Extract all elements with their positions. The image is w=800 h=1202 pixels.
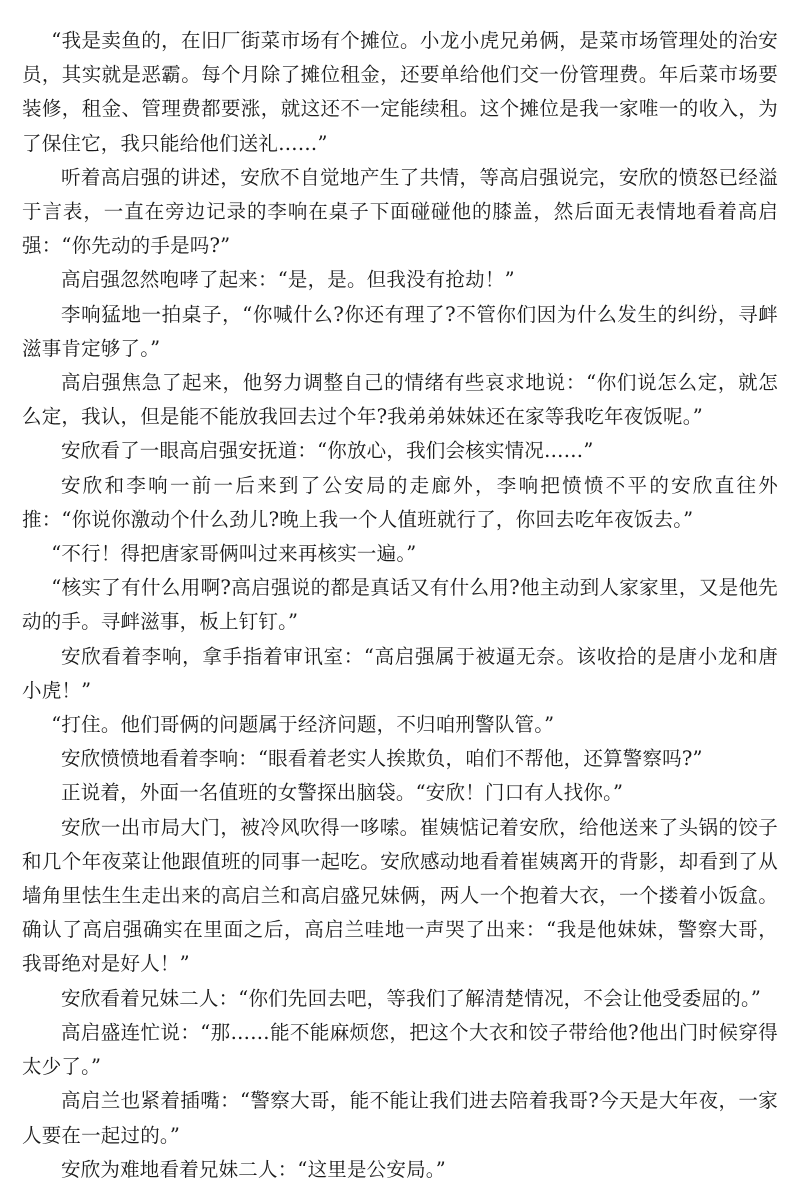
paragraph-6: 安欣看了一眼高启强安抚道：“你放心，我们会核实情况……” (61, 439, 594, 463)
paragraph-14: 安欣一出市局大门，被冷风吹得一哆嗦。崔姨惦记着安欣，给他送来了头锅的饺子和几个年夜菜让他跟值班的同事一起吃。安欣感动地看着崔姨离开的背影，却看到了从墙角里怯生生走出来的高启兰和高启盛兄妹俩，两人一个抱着大衣，一个搂着小饭盒。确认了高启强确实在里面之后，高启兰哇地一声哭了出来：“我是他妹妹，警察大哥，我哥绝对是好人！” (22, 815, 778, 976)
paragraph-11: “打住。他们哥俩的问题属于经济问题，不归咱刑警队管。” (51, 713, 555, 737)
paragraph-5: 高启强焦急了起来，他努力调整自己的情绪有些哀求地说：“你们说怎么定，就怎么定，我认，但是能不能放我回去过个年?我弟弟妹妹还在家等我吃年夜饭呢。” (22, 371, 778, 429)
paragraph-1: “我是卖鱼的，在旧厂街菜市场有个摊位。小龙小虎兄弟俩，是菜市场管理处的治安员，其实就是恶霸。每个月除了摊位租金，还要单给他们交一份管理费。年后菜市场要装修，租金、管理费都要涨，就这还不一定能续租。这个摊位是我一家唯一的收入，为了保住它，我只能给他们送礼……” (22, 29, 778, 155)
paragraph-16: 高启盛连忙说：“那……能不能麻烦您，把这个大衣和饺子带给他?他出门时候穿得太少了。” (22, 1020, 778, 1079)
paragraph-18: 安欣为难地看着兄妹二人：“这里是公安局。” (61, 1157, 446, 1181)
paragraph-15: 安欣看着兄妹二人：“你们先回去吧，等我们了解清楚情况，不会让他受委屈的。” (61, 986, 762, 1010)
paragraph-4: 李响猛地一拍桌子，“你喊什么?你还有理了?不管你们因为什么发生的纠纷，寻衅滋事肯定够了。” (22, 302, 778, 360)
paragraph-12: 安欣愤愤地看着李响：“眼看着老实人挨欺负，咱们不帮他，还算警察吗?” (61, 747, 703, 771)
paragraph-7: 安欣和李响一前一后来到了公安局的走廊外，李响把愤愤不平的安欣直往外推：“你说你激动个什么劲儿?晚上我一个人值班就行了，你回去吃年夜饭去。” (22, 473, 778, 531)
paragraph-9: “核实了有什么用啊?高启强说的都是真话又有什么用?他主动到人家家里，又是他先动的手。寻衅滋事，板上钉钉。” (22, 576, 778, 634)
paragraph-13: 正说着，外面一名值班的女警探出脑袋。“安欣！门口有人找你。” (61, 781, 624, 805)
paragraph-10: 安欣看着李响，拿手指着审讯室：“高启强属于被逼无奈。该收拾的是唐小龙和唐小虎！” (22, 644, 778, 702)
paragraph-3: 高启强忽然咆哮了起来：“是，是。但我没有抢劫！” (61, 268, 515, 292)
paragraph-17: 高启兰也紧着插嘴：“警察大哥，能不能让我们进去陪着我哥?今天是大年夜，一家人要在一起过的。” (22, 1089, 778, 1147)
paragraph-2: 听着高启强的讲述，安欣不自觉地产生了共情，等高启强说完，安欣的愤怒已经溢于言表，一直在旁边记录的李响在桌子下面碰碰他的膝盖，然后面无表情地看着高启强：“你先动的手是吗?” (22, 165, 778, 258)
paragraph-8: “不行！得把唐家哥俩叫过来再核实一遍。” (51, 542, 417, 566)
